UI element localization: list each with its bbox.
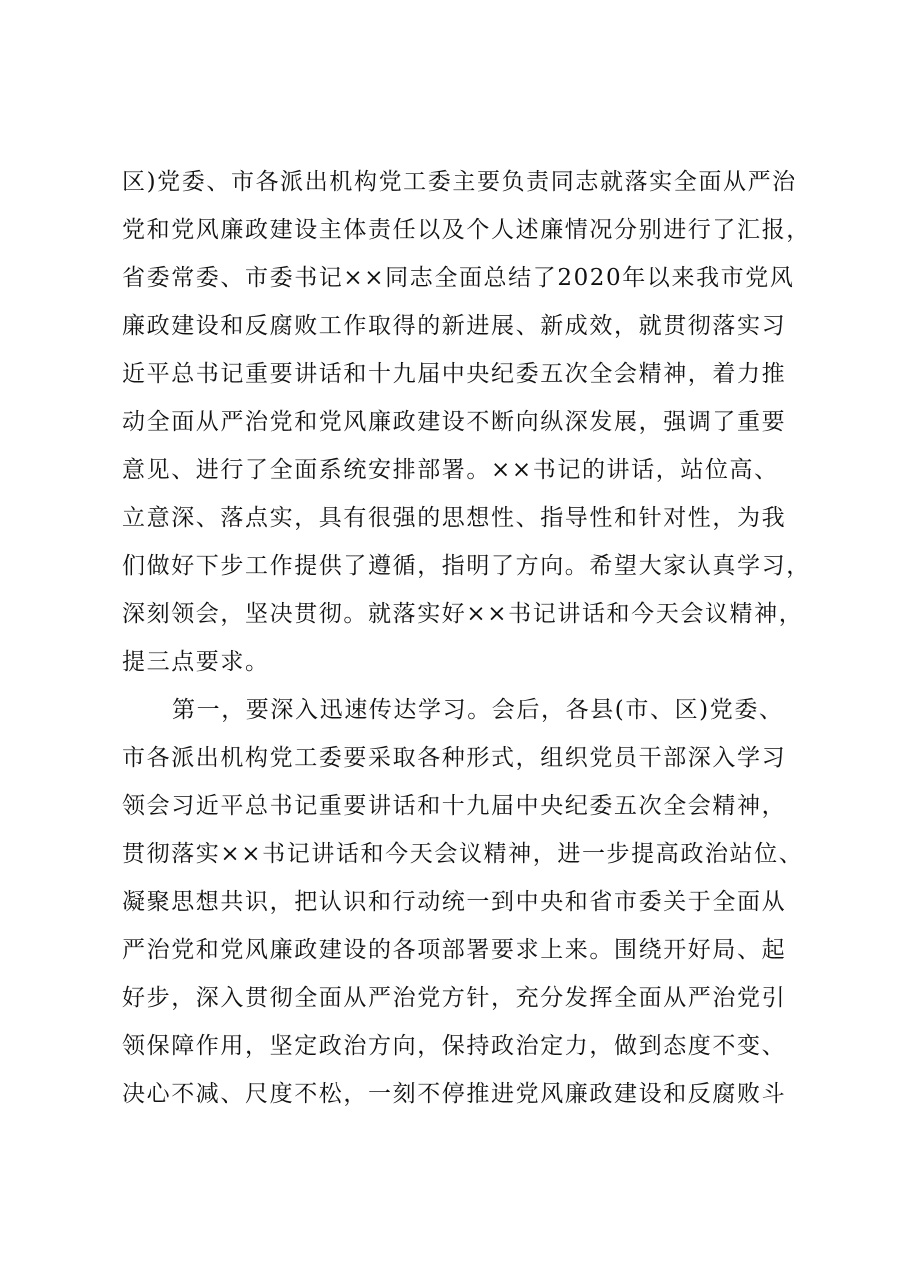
text-line: 廉政建设和反腐败工作取得的新进展、新成效，就贯彻落实习 — [122, 313, 787, 339]
text-line: 省委常委、市委书记××同志全面总结了2020年以来我市党风 — [122, 265, 795, 291]
text-line: 领保障作用，坚定政治方向，保持政治定力，做到态度不变、 — [122, 1033, 787, 1059]
text-line: 领会习近平总书记重要讲话和十九届中央纪委五次全会精神， — [122, 793, 787, 819]
text-line: 党和党风廉政建设主体责任以及个人述廉情况分别进行了汇报， — [122, 217, 811, 243]
text-line: 深刻领会，坚决贯彻。就落实好××书记讲话和今天会议精神， — [122, 601, 804, 627]
text-line: 们做好下步工作提供了遵循，指明了方向。希望大家认真学习， — [122, 553, 811, 579]
text-line: 意见、进行了全面系统安排部署。××书记的讲话，站位高、 — [122, 457, 779, 483]
paragraph-2 — [122, 686, 802, 1118]
text-line: 动全面从严治党和党风廉政建设不断向纵深发展，强调了重要 — [122, 409, 787, 435]
text-line: 提三点要求。 — [122, 649, 270, 675]
text-line: 贯彻落实××书记讲话和今天会议精神，进一步提高政治站位、 — [122, 841, 804, 867]
text-line: 好步，深入贯彻全面从严治党方针，充分发挥全面从严治党引 — [122, 985, 787, 1011]
text-line: 决心不减、尺度不松，一刻不停推进党风廉政建设和反腐败斗 — [122, 1081, 787, 1107]
text-line: 严治党和党风廉政建设的各项部署要求上来。围绕开好局、起 — [122, 937, 787, 963]
text-line: 区)党委、市各派出机构党工委主要负责同志就落实全面从严治 — [122, 169, 797, 195]
text-line: 立意深、落点实，具有很强的思想性、指导性和针对性，为我 — [122, 505, 787, 531]
text-line: 第一，要深入迅速传达学习。会后，各县(市、区)党委、 — [172, 697, 784, 723]
text-line: 市各派出机构党工委要采取各种形式，组织党员干部深入学习 — [122, 745, 787, 771]
text-line: 凝聚思想共识，把认识和行动统一到中央和省市委关于全面从 — [122, 889, 787, 915]
text-line: 近平总书记重要讲话和十九届中央纪委五次全会精神，着力推 — [122, 361, 787, 387]
body-text — [122, 158, 811, 1118]
paragraph-1 — [122, 158, 811, 686]
